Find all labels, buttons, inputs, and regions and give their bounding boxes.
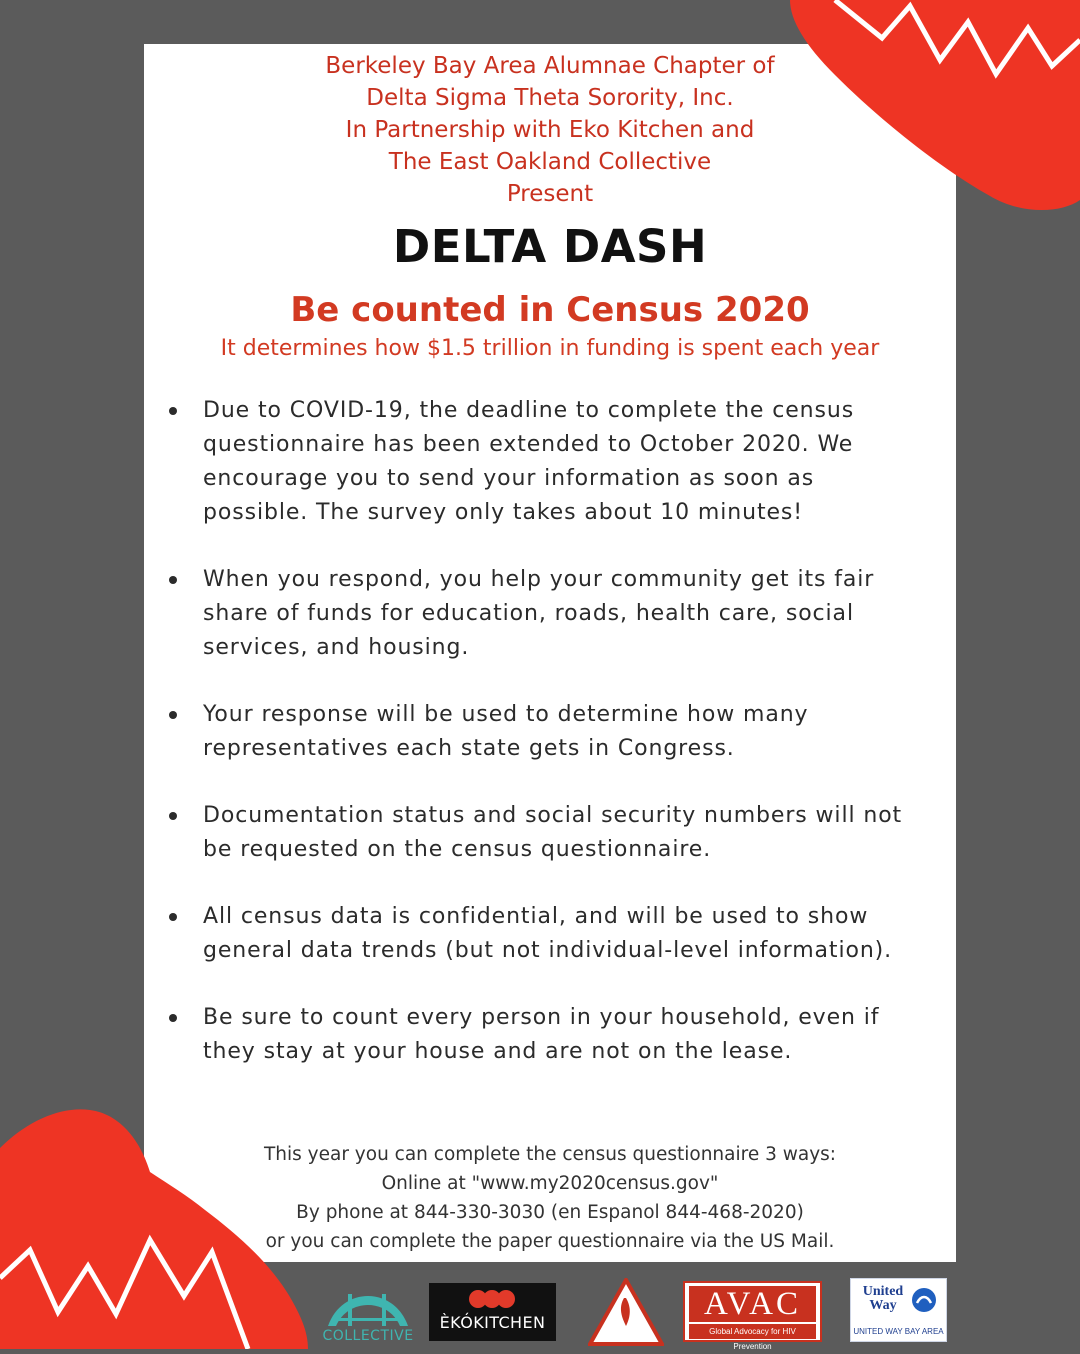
heart-icon-top-right xyxy=(790,0,1080,215)
eoc-logo-text: COLLECTIVE xyxy=(322,1328,414,1344)
bullet-dot-icon xyxy=(169,711,177,719)
ways-phone: By phone at 844-330-3030 (en Espanol 844-468-2020) xyxy=(296,1202,804,1223)
list-item xyxy=(174,394,916,530)
eko-kitchen-logo xyxy=(429,1283,556,1341)
delta-triangle-icon xyxy=(588,1278,664,1346)
bullet-text: Due to COVID-19, the deadline to complete the census questionnaire has been extended to October 2020. We encourage you to send your information as soon as possible. The survey only takes about 10 minutes! xyxy=(203,398,855,525)
bullet-dot-icon xyxy=(169,576,177,584)
eko-logo-text: ÈKÓKITCHEN xyxy=(439,1313,546,1332)
page-title: DELTA DASH xyxy=(392,220,708,273)
bullet-dot-icon xyxy=(169,812,177,820)
eko-circles-icon xyxy=(429,1283,556,1313)
presenter-line: Delta Sigma Theta Sorority, Inc. xyxy=(366,85,734,111)
list-item xyxy=(174,799,916,867)
avac-logo xyxy=(683,1281,822,1351)
bridge-icon xyxy=(322,1276,414,1330)
bullet-list xyxy=(174,394,916,1102)
list-item xyxy=(174,900,916,968)
united-way-subtext: UNITED WAY BAY AREA xyxy=(853,1327,944,1336)
presenter-line: Berkeley Bay Area Alumnae Chapter of xyxy=(325,53,775,79)
ways-mail: or you can complete the paper questionnaire via the US Mail. xyxy=(265,1231,835,1252)
east-oakland-collective-logo xyxy=(322,1276,414,1344)
ways-intro: This year you can complete the census questionnaire 3 ways: xyxy=(263,1144,837,1165)
bullet-dot-icon xyxy=(169,913,177,921)
list-item xyxy=(174,563,916,665)
tagline: It determines how $1.5 trillion in funding is spent each year xyxy=(220,336,880,361)
presenter-line: The East Oakland Collective xyxy=(388,149,712,175)
presenter-line: Present xyxy=(506,181,594,207)
bullet-text: When you respond, you help your community get its fair share of funds for education, roads, health care, social services, and housing. xyxy=(203,567,875,660)
flyer-card xyxy=(144,44,956,1262)
bullet-dot-icon xyxy=(169,407,177,415)
ways-online: Online at "www.my2020census.gov" xyxy=(381,1173,719,1194)
bullet-text: Your response will be used to determine how many representatives each state gets in Congress. xyxy=(203,702,809,761)
bullet-text: Documentation status and social security numbers will not be requested on the census questionnaire. xyxy=(203,803,903,862)
avac-logo-subtext: Global Advocacy for HIV Prevention xyxy=(689,1324,816,1339)
subtitle: Be counted in Census 2020 xyxy=(290,290,810,330)
presenter-line: In Partnership with Eko Kitchen and xyxy=(345,117,755,143)
united-way-name: United Way xyxy=(862,1284,904,1313)
heart-icon-bottom-left xyxy=(0,1100,310,1349)
berkeley-bay-area-alumnae-logo xyxy=(588,1278,664,1346)
list-item xyxy=(174,1001,916,1069)
bullet-dot-icon xyxy=(169,1014,177,1022)
avac-logo-text: AVAC xyxy=(689,1286,816,1322)
bullet-text: All census data is confidential, and will be used to show general data trends (but not individual-level information). xyxy=(203,904,893,963)
united-way-logo xyxy=(850,1278,947,1342)
bullet-text: Be sure to count every person in your household, even if they stay at your house and are not on the lease. xyxy=(203,1005,880,1064)
list-item xyxy=(174,698,916,766)
united-way-hand-icon xyxy=(911,1287,937,1313)
